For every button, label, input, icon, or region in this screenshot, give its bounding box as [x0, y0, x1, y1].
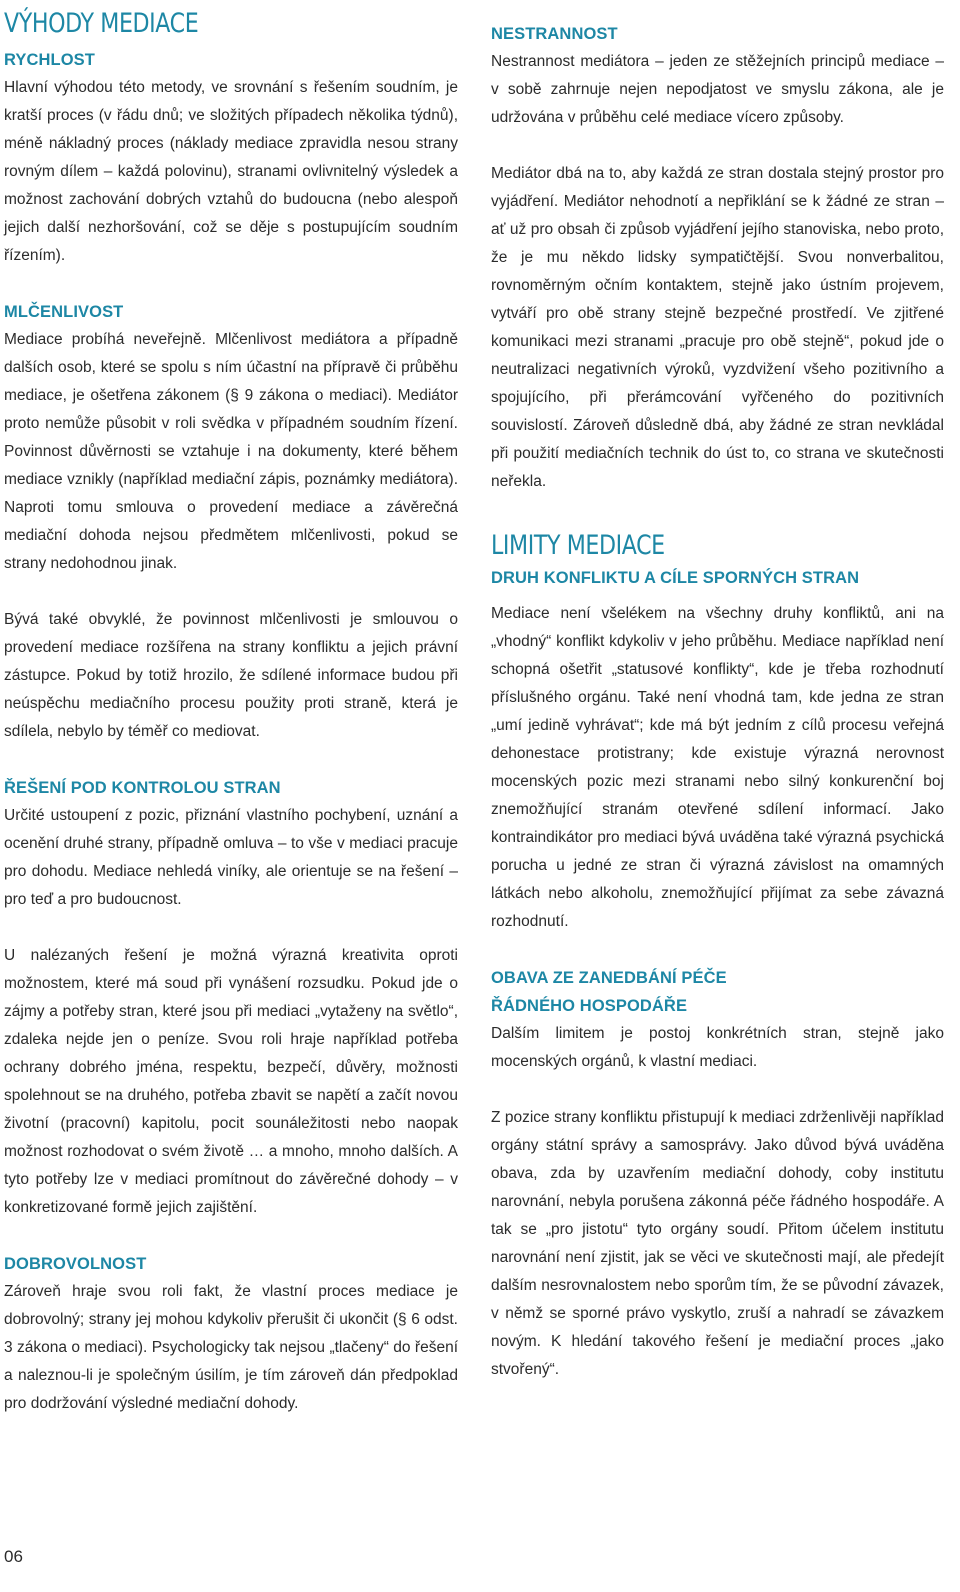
paragraph-reseni-2: U nalézaných řešení je možná výrazná kreativita oproti možnostem, které má soud při vynášení rozsudku. Pokud jde o zájmy a potřeby stran, které jsou při mediaci „vytaženy na světlo“, zdaleka nejde jen o peníze. Svou roli hraje například potřeba ochrany dobrého jména, respektu, bezpečí, důvěry, možnosti spolehnout se na druhého, potřeba zbavit se napětí a začít novou životní (pracovní) kapitolu, pocit sounáležitosti nebo naopak možnost rozhodovat o svém životě … a mnoho, mnoho dalších. A tyto potřeby lze v mediaci promítnout do závěrečné dohody – v konkretizované formě jejich zajištění. — [4, 947, 458, 1216]
paragraph-nestrannost-2: Mediátor dbá na to, aby každá ze stran dostala stejný prostor pro vyjádření. Mediátor nehodnotí a nepřiklání se k žádné ze stran – ať už pro obsah či způsob vyjádření jejího stanoviska, nebo proto, že je mu někdo lidsky sympatičtější. Svou nonverbalitou, rovnoměrným očním kontaktem, stejně jako ústním projevem, vytváří pro obě strany stejně bezpečné prostředí. Ve zjitřené komunikaci mezi stranami „pracuje pro obě stejně“, pokud jde o neutralizaci negativních výroků, vyzdvižení všeho pozitivního a spojujícího, při přerámcování vyřčeného do pozitivních souvislostí. Zároveň důsledně dbá, aby žádné ze stran nevkládal při použití mediačních technik do úst to, co strana ve skutečnosti neřekla. — [491, 165, 944, 490]
paragraph-dobrovolnost: Zároveň hraje svou roli fakt, že vlastní proces mediace je dobrovolný; strany jej mohou kdykoliv přerušit či ukončit (§ 6 odst. 3 zákona o mediaci). Psychologicky tak nejsou „tlačeny“ do řešení a naleznou-li je společným úsilím, je tím zároveň dán předpoklad pro dodržování výsledné mediační dohody. — [4, 1283, 458, 1412]
paragraph-rychlost: Hlavní výhodou této metody, ve srovnání s řešením soudním, je kratší proces (v řádu dnů; ve složitých případech několika týdnů), méně nákladný proces (náklady mediace zpravidla nesou strany rovným dílem – každá polovinu), stranami ovlivnitelný výsledek a možnost zachování dobrých vztahů do budoucna (nebo alespoň jejich další nezhoršování, což se děje s postupujícím soudním řízením). — [4, 79, 458, 264]
heading-obava-line-1: OBAVA ZE ZANEDBÁNÍ PÉČE — [491, 969, 727, 987]
paragraph-nestrannost-1: Nestrannost mediátora – jeden ze stěžejních principů mediace – v sobě zahrnuje nejen nepodjatost ve smyslu zákona, ale je udržována v průběhu celé mediace vícero způsoby. — [491, 53, 944, 126]
heading-rychlost: RYCHLOST — [4, 51, 95, 69]
section-title-vyhody-mediace: VÝHODY MEDIACE — [4, 8, 199, 39]
heading-nestrannost: NESTRANNOST — [491, 25, 618, 43]
left-column — [4, 0, 458, 1418]
paragraph-obava-1: Dalším limitem je postoj konkrétních stran, stejně jako mocenských orgánů, k vlastní mediaci. — [491, 1025, 944, 1070]
heading-druh-konfliktu: DRUH KONFLIKTU A CÍLE SPORNÝCH STRAN — [491, 569, 860, 587]
paragraph-reseni-1: Určité ustoupení z pozic, přiznání vlastního pochybení, uznání a ocenění druhé strany, případně omluva – to vše v mediaci pracuje pro dohodu. Mediace nehledá viníky, ale orientuje se na řešení – pro teď a pro budoucnost. — [4, 807, 458, 908]
page-number: 06 — [4, 1547, 23, 1566]
heading-dobrovolnost: DOBROVOLNOST — [4, 1255, 147, 1273]
heading-reseni-pod-kontrolou-stran: ŘEŠENÍ POD KONTROLOU STRAN — [4, 779, 281, 797]
heading-mlcenlivost: MLČENLIVOST — [4, 303, 124, 321]
heading-obava-line-2: ŘÁDNÉHO HOSPODÁŘE — [491, 997, 688, 1015]
right-column — [491, 20, 944, 1384]
paragraph-obava-2: Z pozice strany konfliktu přistupují k mediaci zdrženlivěji například orgány státní správy a samosprávy. Jako důvod bývá uváděna obava, zda by uzavřením mediační dohody, coby institutu narovnání, nebyla porušena zákonná péče řádného hospodáře. A tak se „pro jistotu“ tyto orgány soudí. Přitom účelem institutu narovnání není zjistit, jak se věci ve skutečnosti mají, ale předejít dalším nesrovnalostem nebo sporům tím, že se původní závazek, v němž se sporné právo vyskytlo, zruší a nahradí se závazkem novým. K hledání takového řešení je mediační proces „jako stvořený“. — [491, 1109, 944, 1378]
paragraph-druh-konfliktu: Mediace není všelékem na všechny druhy konfliktů, ani na „vhodný“ konflikt kdykoliv v jeho průběhu. Mediace například není schopná ošetřit „statusové konflikty“, kde je třeba rozhodnutí příslušného orgánu. Také není vhodná tam, kde jedna ze stran „umí jedině vyhrávat“; kde má být jedním z cílů procesu veřejná dehonestace protistrany; kde existuje výrazná nerovnost mocenských pozic mezi stranami nebo silný konkurenční boj znemožňující stranám otevřené sdílení informací. Jako kontraindikátor pro mediaci bývá uváděna také výrazná psychická porucha u jedné ze stran či výrazná závislost na omamných látkách nebo alkoholu, znemožňující přijímat za sebe závazná rozhodnutí. — [491, 605, 944, 930]
section-title-limity-mediace: LIMITY MEDIACE — [491, 530, 665, 561]
paragraph-mlcenlivost-2: Bývá také obvyklé, že povinnost mlčenlivosti je smlouvou o provedení mediace rozšířena na strany konfliktu a jejich právní zástupce. Pokud by totiž hrozilo, že sdílené informace budou při neúspěchu mediačního procesu použity proti straně, která je sdílela, nebylo by téměř co mediovat. — [4, 611, 458, 740]
paragraph-mlcenlivost-1: Mediace probíhá neveřejně. Mlčenlivost mediátora a případně dalších osob, které se spolu s ním účastní na přípravě či průběhu mediace, je ošetřena zákonem (§ 9 zákona o mediaci). Mediátor proto nemůže působit v roli svědka v případném soudním řízení. Povinnost důvěrnosti se vztahuje i na dokumenty, které během mediace vznikly (například mediační zápis, poznámky mediátora). Naproti tomu smlouva o provedení mediace a závěrečná mediační dohoda nejsou předmětem mlčenlivosti, pokud se strany nedohodnou jinak. — [4, 331, 458, 572]
